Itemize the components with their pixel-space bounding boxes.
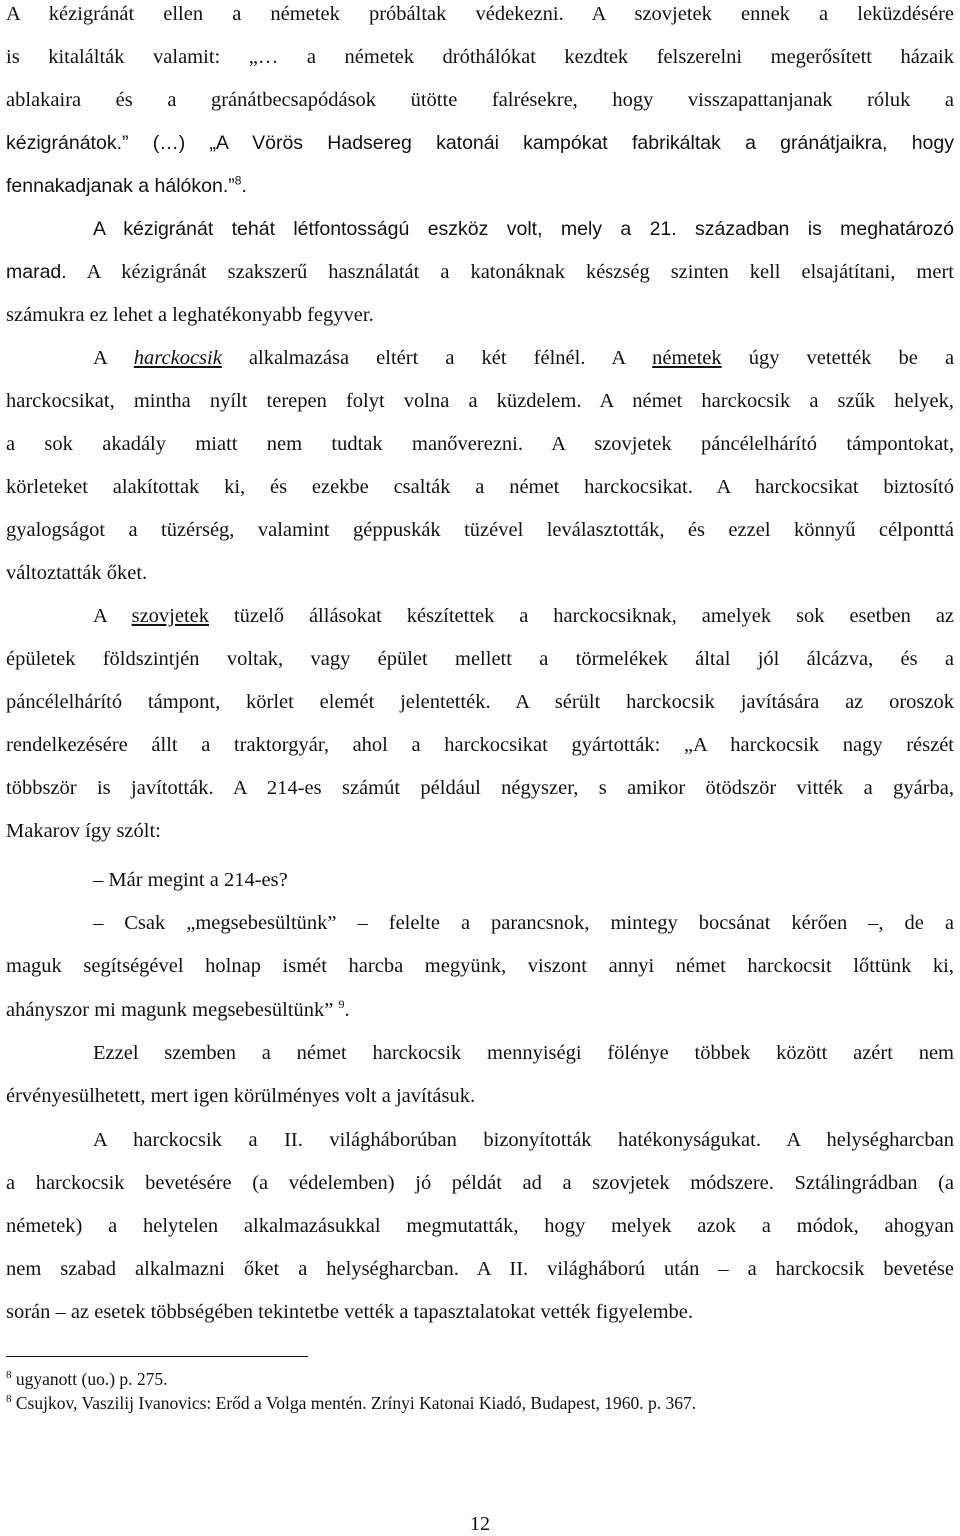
footnote-ref-8: 8 (234, 173, 242, 188)
paragraph-3-line-2: harckocsikat, mintha nyílt terepen folyt volna a küzdelem. A német harckocsik a szűk helyek, (6, 390, 954, 412)
link-harckocsik[interactable]: harckocsik (133, 347, 222, 369)
dialogue-2-line-2: maguk segítségével holnap ismét harcba megyünk, viszont annyi német harckocsit lőttünk ki, (6, 955, 954, 977)
paragraph-3-line-1 (93, 344, 954, 372)
quote-end-text: fennakadjanak a hálókon.” (6, 175, 235, 197)
footnote-2-mark: 8 (6, 1393, 12, 1406)
paragraph-4-text-a: A (93, 605, 107, 627)
dialogue-2-line-3 (6, 996, 954, 1024)
paragraph-2-start: marad. (6, 261, 67, 283)
quote-end-period-2: . (344, 999, 350, 1021)
paragraph-8-line-4: nem szabad alkalmazni őket a helységharcban. A II. világháború után – a harckocsik bevetése (6, 1258, 954, 1280)
footnote-2-text: Csujkov, Vaszilij Ivanovics: Erőd a Volga mentén. Zrínyi Katonai Kiadó, Budapest, 1960. p. 367. (15, 1393, 697, 1413)
dialogue-2-line-1: – Csak „megsebesültünk” – felelte a parancsnok, mintegy bocsánat kérően –, de a (93, 912, 954, 934)
paragraph-3-text-a: A (93, 347, 107, 369)
paragraph-3-line-3: a sok akadály miatt nem tudtak manőverezni. A szovjetek páncélelhárító támpontokat, (6, 433, 954, 455)
paragraph-4-line-5: többször is javították. A 214-es számút például négyszer, s amikor ötödször vitték a gyárba, (6, 777, 954, 799)
paragraph-2-line-1: A kézigránát tehát létfontosságú eszköz volt, mely a 21. században is meghatározó (93, 218, 954, 240)
footnote-1 (6, 1368, 168, 1390)
paragraph-1-line-5 (6, 172, 954, 200)
paragraph-8-line-1: A harckocsik a II. világháborúban bizonyították hatékonyságukat. A helységharcban (93, 1129, 954, 1151)
link-szovjetek[interactable]: szovjetek (131, 605, 210, 627)
paragraph-3-line-4: körleteket alakítottak ki, és ezekbe csalták a német harckocsikat. A harckocsikat biztosító (6, 476, 954, 498)
paragraph-4-line-2: épületek földszintjén voltak, vagy épület mellett a törmelékek által jól álcázva, és a (6, 648, 954, 670)
paragraph-2-continuation: A kézigránát szakszerű használatát a katonáknak készség szinten kell elsajátítani, mert (86, 261, 954, 283)
paragraph-1-line-4: kézigránátok.” (…) „A Vörös Hadsereg katonái kampókat fabrikáltak a gránátjaikra, hogy (6, 132, 954, 154)
paragraph-3-text-c: úgy vetették be a (748, 347, 955, 369)
footnote-1-mark: 8 (6, 1369, 12, 1382)
footnote-separator (6, 1356, 308, 1357)
paragraph-4-text-b: tüzelő állásokat készítettek a harckocsiknak, amelyek sok esetben az (233, 605, 955, 627)
paragraph-4-line-4: rendelkezésére állt a traktorgyár, ahol a harckocsikat gyártották: „A harckocsik nagy részét (6, 734, 954, 756)
dialogue-line-1: – Már megint a 214-es? (93, 869, 288, 891)
quote-end-period: . (241, 175, 247, 197)
paragraph-2-line-2 (6, 258, 954, 286)
paragraph-3-text-b: alkalmazása eltért a két félnél. A (248, 347, 626, 369)
page-number: 12 (470, 1513, 490, 1535)
paragraph-7-line-1: Ezzel szemben a német harckocsik mennyiségi fölénye többek között azért nem (93, 1042, 954, 1064)
quote-end-text-2: ahányszor mi magunk megsebesültünk” (6, 999, 334, 1021)
paragraph-1-line-1: A kézigránát ellen a németek próbáltak védekezni. A szovjetek ennek a leküzdésére (6, 3, 954, 25)
paragraph-4-line-1 (93, 602, 954, 630)
paragraph-4-line-3: páncélelhárító támpont, körlet elemét jelentették. A sérült harckocsik javítására az oroszok (6, 691, 954, 713)
paragraph-7-line-2: érvényesülhetett, mert igen körülményes volt a javításuk. (6, 1085, 476, 1107)
paragraph-4-line-6: Makarov így szólt: (6, 820, 161, 842)
footnote-ref-9: 9 (338, 997, 345, 1012)
paragraph-8-line-5: során – az esetek többségében tekintetbe vették a tapasztalatokat vették figyelembe. (6, 1301, 694, 1323)
paragraph-2-line-3: számukra ez lehet a leghatékonyabb fegyver. (6, 304, 374, 326)
paragraph-8-line-3: németek) a helytelen alkalmazásukkal megmutatták, hogy melyek azok a módok, ahogyan (6, 1215, 954, 1237)
paragraph-1-line-3: ablakaira és a gránátbecsapódások ütötte falrésekre, hogy visszapattanjanak róluk a (6, 89, 954, 111)
link-nemetek[interactable]: németek (652, 347, 722, 369)
paragraph-1-line-2: is kitalálták valamit: „… a németek dróthálókat kezdtek felszerelni megerősített házaik (6, 46, 954, 68)
paragraph-8-line-2: a harckocsik bevetésére (a védelemben) jó példát ad a szovjetek módszere. Sztálingrádban (a (6, 1172, 954, 1194)
footnote-2 (6, 1392, 696, 1414)
paragraph-3-line-6: változtatták őket. (6, 562, 148, 584)
footnote-1-text: ugyanott (uo.) p. 275. (15, 1369, 168, 1389)
paragraph-3-line-5: gyalogságot a tüzérség, valamint géppuskák tüzével leválasztották, és ezzel könnyű célponttá (6, 519, 954, 541)
